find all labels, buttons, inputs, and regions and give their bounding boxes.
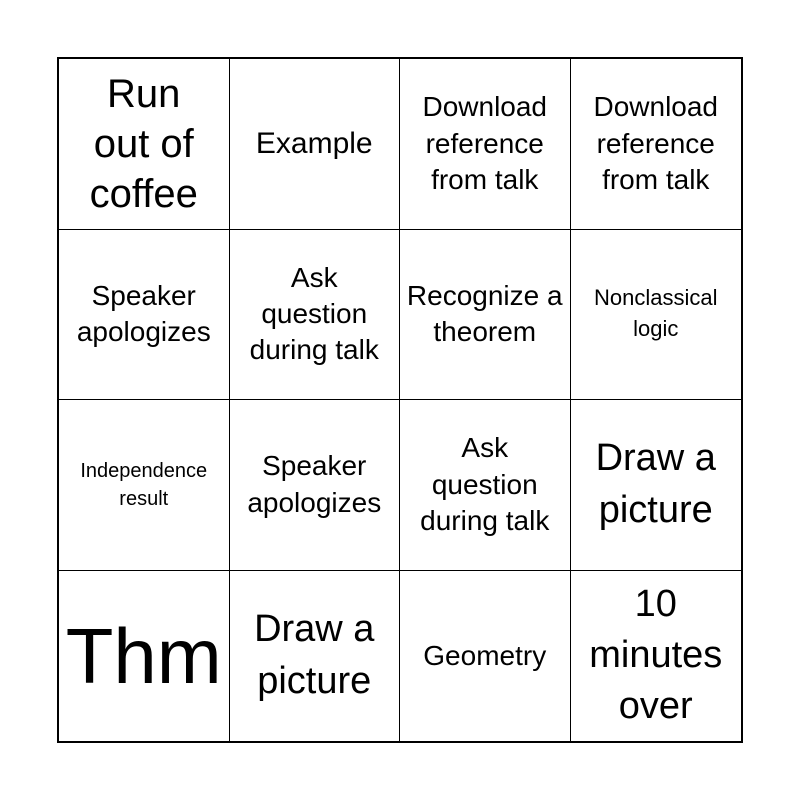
bingo-cell-r1c1[interactable] <box>59 59 230 230</box>
bingo-cell-r1c4[interactable] <box>571 59 742 230</box>
bingo-cell-label: Speaker apologizes <box>76 279 211 348</box>
bingo-cell-label: Example <box>255 127 373 161</box>
bingo-cell-label: Ask question during talk <box>249 261 379 366</box>
bingo-cell-label: Ask question during talk <box>420 432 550 536</box>
bingo-board <box>57 57 743 743</box>
bingo-cell-r3c1[interactable] <box>59 400 230 571</box>
bingo-cell-label: Run out of coffee <box>89 71 198 216</box>
bingo-cell-label: Nonclassical logic <box>594 285 718 342</box>
bingo-cell-r3c4[interactable] <box>571 400 742 571</box>
bingo-cell-r2c2[interactable] <box>230 230 401 401</box>
bingo-cell-label: Recognize a theorem <box>406 279 563 348</box>
bingo-cell-label: Draw a picture <box>254 608 375 702</box>
bingo-cell-r2c3[interactable] <box>400 230 571 401</box>
bingo-cell-label: Thm <box>65 611 222 700</box>
bingo-cell-label: Download reference from talk <box>422 91 548 195</box>
bingo-cell-label: Geometry <box>423 639 547 671</box>
bingo-cell-r3c3[interactable] <box>400 400 571 571</box>
bingo-cell-r1c3[interactable] <box>400 59 571 230</box>
bingo-cell-label: Draw a picture <box>595 437 716 531</box>
bingo-cell-label: 10 minutes over <box>589 582 723 728</box>
bingo-cell-r4c4[interactable] <box>571 571 742 742</box>
bingo-cell-label: Download reference from talk <box>593 91 719 195</box>
bingo-cell-r3c2[interactable] <box>230 400 401 571</box>
bingo-cell-r4c3[interactable] <box>400 571 571 742</box>
bingo-cell-label: Speaker apologizes <box>247 450 382 518</box>
bingo-cell-r4c1[interactable] <box>59 571 230 742</box>
bingo-cell-r1c2[interactable] <box>230 59 401 230</box>
bingo-cell-r4c2[interactable] <box>230 571 401 742</box>
bingo-cell-r2c1[interactable] <box>59 230 230 401</box>
bingo-cell-r2c4[interactable] <box>571 230 742 401</box>
bingo-cell-label: Independence result <box>80 459 208 510</box>
